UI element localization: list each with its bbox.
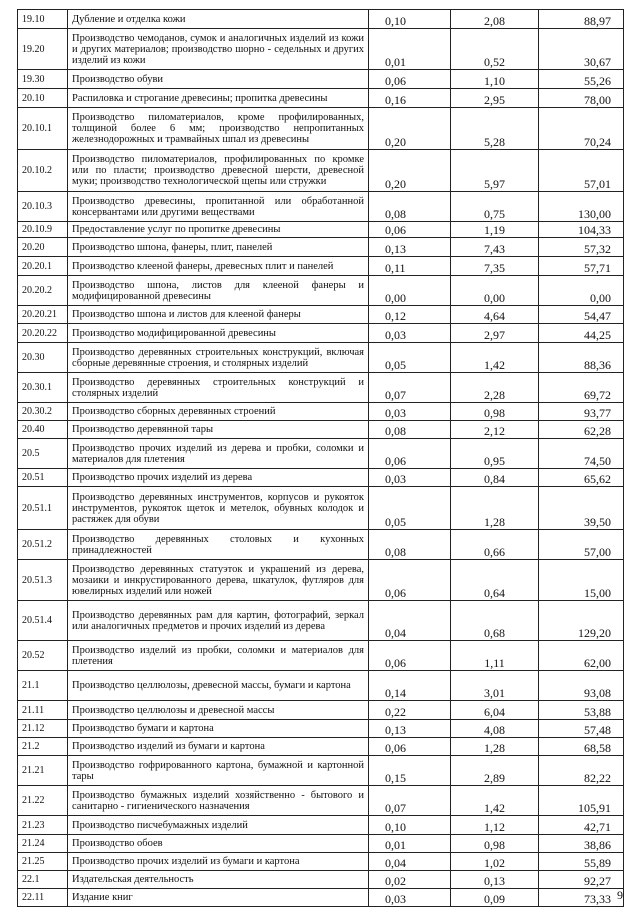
code-cell: 20.20 (18, 238, 68, 257)
value2-cell: 4,08 (451, 720, 539, 738)
name-cell: Производство изделий из бумаги и картона (68, 738, 369, 756)
value1-cell: 0,06 (369, 738, 451, 756)
value1-cell: 0,07 (369, 786, 451, 816)
code-cell: 21.1 (18, 671, 68, 701)
value3-cell: 55,26 (539, 70, 624, 89)
table-row (18, 373, 624, 403)
value1-cell: 0,10 (369, 10, 451, 29)
value3-cell: 53,88 (539, 701, 624, 720)
value2-cell: 1,28 (451, 738, 539, 756)
value1-cell: 0,15 (369, 756, 451, 786)
code-cell: 21.24 (18, 835, 68, 853)
value2-cell: 0,00 (451, 276, 539, 306)
table-row (18, 530, 624, 560)
name-cell: Производство древесины, пропитанной или обработанной консервантами или другими веществами (68, 192, 369, 222)
name-cell: Производство деревянных столовых и кухонных принадлежностей (68, 530, 369, 560)
code-cell: 20.10.1 (18, 108, 68, 150)
code-cell: 22.1 (18, 871, 68, 889)
code-cell: 20.30 (18, 343, 68, 373)
code-cell: 22.11 (18, 889, 68, 907)
value2-cell: 0,75 (451, 192, 539, 222)
table-row (18, 756, 624, 786)
table-row (18, 701, 624, 720)
value1-cell: 0,03 (369, 469, 451, 487)
value2-cell: 1,19 (451, 222, 539, 238)
value2-cell: 4,64 (451, 306, 539, 324)
code-cell: 20.20.21 (18, 306, 68, 324)
value3-cell: 38,86 (539, 835, 624, 853)
name-cell: Производство деревянных строительных конструкций, включая сборные деревянные строения, и столярных изделий (68, 343, 369, 373)
table-row (18, 306, 624, 324)
name-cell: Производство деревянных инструментов, корпусов и рукояток инструментов, рукояток щеток и метелок, обувных колодок и растяжек для обуви (68, 487, 369, 530)
value2-cell: 2,28 (451, 373, 539, 403)
name-cell: Производство деревянных строительных конструкций и столярных изделий (68, 373, 369, 403)
code-cell: 20.10.2 (18, 150, 68, 192)
value2-cell: 1,42 (451, 343, 539, 373)
value2-cell: 0,09 (451, 889, 539, 907)
code-cell: 20.30.2 (18, 403, 68, 421)
value3-cell: 57,32 (539, 238, 624, 257)
name-cell: Производство целлюлозы и древесной массы (68, 701, 369, 720)
value1-cell: 0,04 (369, 601, 451, 641)
table-row (18, 671, 624, 701)
value3-cell: 62,00 (539, 641, 624, 671)
value2-cell: 0,68 (451, 601, 539, 641)
value2-cell: 1,12 (451, 816, 539, 835)
value1-cell: 0,07 (369, 373, 451, 403)
name-cell: Производство сборных деревянных строений (68, 403, 369, 421)
table-row (18, 343, 624, 373)
table-body (18, 10, 624, 907)
table-row (18, 601, 624, 641)
table-row (18, 871, 624, 889)
code-cell: 20.20.22 (18, 324, 68, 343)
name-cell: Производство шпона, фанеры, плит, панелей (68, 238, 369, 257)
value1-cell: 0,06 (369, 70, 451, 89)
table-row (18, 421, 624, 439)
code-cell: 19.30 (18, 70, 68, 89)
value3-cell: 44,25 (539, 324, 624, 343)
code-cell: 20.10.3 (18, 192, 68, 222)
value1-cell: 0,05 (369, 487, 451, 530)
value3-cell: 68,58 (539, 738, 624, 756)
name-cell: Распиловка и строгание древесины; пропитка древесины (68, 89, 369, 108)
value1-cell: 0,11 (369, 257, 451, 276)
value3-cell: 88,97 (539, 10, 624, 29)
name-cell: Производство шпона и листов для клееной фанеры (68, 306, 369, 324)
table-row (18, 108, 624, 150)
value1-cell: 0,06 (369, 641, 451, 671)
table-row (18, 10, 624, 29)
table-row (18, 324, 624, 343)
value2-cell: 1,10 (451, 70, 539, 89)
value3-cell: 70,24 (539, 108, 624, 150)
value1-cell: 0,20 (369, 150, 451, 192)
value3-cell: 69,72 (539, 373, 624, 403)
name-cell: Производство бумажных изделий хозяйственно - бытового и санитарно - гигиенического назначения (68, 786, 369, 816)
table-row (18, 738, 624, 756)
code-cell: 20.40 (18, 421, 68, 439)
value1-cell: 0,13 (369, 238, 451, 257)
code-cell: 20.51.2 (18, 530, 68, 560)
table-row (18, 29, 624, 70)
table-row (18, 276, 624, 306)
name-cell: Производство изделий из пробки, соломки и материалов для плетения (68, 641, 369, 671)
value3-cell: 78,00 (539, 89, 624, 108)
value3-cell: 73,33 (539, 889, 624, 907)
value1-cell: 0,13 (369, 720, 451, 738)
value2-cell: 1,11 (451, 641, 539, 671)
value1-cell: 0,22 (369, 701, 451, 720)
value3-cell: 92,27 (539, 871, 624, 889)
value1-cell: 0,05 (369, 343, 451, 373)
value3-cell: 42,71 (539, 816, 624, 835)
code-cell: 20.30.1 (18, 373, 68, 403)
value3-cell: 30,67 (539, 29, 624, 70)
value3-cell: 82,22 (539, 756, 624, 786)
value3-cell: 0,00 (539, 276, 624, 306)
value2-cell: 2,08 (451, 10, 539, 29)
value3-cell: 88,36 (539, 343, 624, 373)
name-cell: Производство обуви (68, 70, 369, 89)
data-table (17, 9, 624, 907)
code-cell: 21.21 (18, 756, 68, 786)
code-cell: 19.20 (18, 29, 68, 70)
name-cell: Производство прочих изделий из дерева и пробки, соломки и материалов для плетения (68, 439, 369, 469)
value1-cell: 0,03 (369, 889, 451, 907)
value3-cell: 93,08 (539, 671, 624, 701)
value2-cell: 0,98 (451, 835, 539, 853)
name-cell: Производство чемоданов, сумок и аналогичных изделий из кожи и других материалов; производство шорно - седельных и других изделий из кожи (68, 29, 369, 70)
value3-cell: 65,62 (539, 469, 624, 487)
value2-cell: 0,95 (451, 439, 539, 469)
table-row (18, 720, 624, 738)
page-number: 9 (617, 888, 623, 902)
name-cell: Производство гофрированного картона, бумажной и картонной тары (68, 756, 369, 786)
code-cell: 21.12 (18, 720, 68, 738)
table-row (18, 439, 624, 469)
name-cell: Производство клееной фанеры, древесных плит и панелей (68, 257, 369, 276)
name-cell: Издательская деятельность (68, 871, 369, 889)
code-cell: 21.22 (18, 786, 68, 816)
value2-cell: 0,84 (451, 469, 539, 487)
value3-cell: 55,89 (539, 853, 624, 871)
table-row (18, 238, 624, 257)
value3-cell: 74,50 (539, 439, 624, 469)
name-cell: Производство деревянной тары (68, 421, 369, 439)
value1-cell: 0,01 (369, 835, 451, 853)
code-cell: 20.51.3 (18, 560, 68, 601)
code-cell: 21.11 (18, 701, 68, 720)
value2-cell: 1,28 (451, 487, 539, 530)
table-row (18, 469, 624, 487)
name-cell: Издание книг (68, 889, 369, 907)
value2-cell: 3,01 (451, 671, 539, 701)
value2-cell: 1,02 (451, 853, 539, 871)
name-cell: Производство целлюлозы, древесной массы, бумаги и картона (68, 671, 369, 701)
value3-cell: 57,01 (539, 150, 624, 192)
code-cell: 20.10.9 (18, 222, 68, 238)
name-cell: Производство обоев (68, 835, 369, 853)
table-row (18, 786, 624, 816)
value2-cell: 6,04 (451, 701, 539, 720)
table-row (18, 853, 624, 871)
value2-cell: 0,64 (451, 560, 539, 601)
code-cell: 20.51.1 (18, 487, 68, 530)
value2-cell: 0,13 (451, 871, 539, 889)
table-row (18, 192, 624, 222)
value3-cell: 57,71 (539, 257, 624, 276)
name-cell: Производство бумаги и картона (68, 720, 369, 738)
value1-cell: 0,16 (369, 89, 451, 108)
value1-cell: 0,10 (369, 816, 451, 835)
table-row (18, 89, 624, 108)
table-row (18, 641, 624, 671)
value1-cell: 0,06 (369, 439, 451, 469)
value1-cell: 0,08 (369, 421, 451, 439)
value1-cell: 0,06 (369, 222, 451, 238)
value3-cell: 105,91 (539, 786, 624, 816)
value1-cell: 0,08 (369, 192, 451, 222)
code-cell: 20.20.1 (18, 257, 68, 276)
value2-cell: 0,66 (451, 530, 539, 560)
name-cell: Производство деревянных рам для картин, фотографий, зеркал или аналогичных предметов и прочих изделий из дерева (68, 601, 369, 641)
value2-cell: 7,35 (451, 257, 539, 276)
table-row (18, 257, 624, 276)
name-cell: Дубление и отделка кожи (68, 10, 369, 29)
value2-cell: 0,52 (451, 29, 539, 70)
table-row (18, 816, 624, 835)
code-cell: 19.10 (18, 10, 68, 29)
code-cell: 20.10 (18, 89, 68, 108)
value1-cell: 0,20 (369, 108, 451, 150)
value1-cell: 0,02 (369, 871, 451, 889)
code-cell: 21.25 (18, 853, 68, 871)
value2-cell: 1,42 (451, 786, 539, 816)
value1-cell: 0,03 (369, 403, 451, 421)
value1-cell: 0,08 (369, 530, 451, 560)
value3-cell: 57,48 (539, 720, 624, 738)
value1-cell: 0,12 (369, 306, 451, 324)
name-cell: Производство пиломатериалов, профилированных по кромке или по пласти; производство древесной шерсти, древесной муки; производство технологической щепы или стружки (68, 150, 369, 192)
code-cell: 20.51.4 (18, 601, 68, 641)
name-cell: Производство прочих изделий из бумаги и картона (68, 853, 369, 871)
value2-cell: 2,89 (451, 756, 539, 786)
table-row (18, 403, 624, 421)
value2-cell: 7,43 (451, 238, 539, 257)
value3-cell: 104,33 (539, 222, 624, 238)
name-cell: Производство пиломатериалов, кроме профилированных, толщиной более 6 мм; производство непропитанных железнодорожных и трамвайных шпал из древесины (68, 108, 369, 150)
value2-cell: 5,28 (451, 108, 539, 150)
value3-cell: 57,00 (539, 530, 624, 560)
table-row (18, 560, 624, 601)
value2-cell: 0,98 (451, 403, 539, 421)
code-cell: 21.2 (18, 738, 68, 756)
code-cell: 20.52 (18, 641, 68, 671)
table-row (18, 835, 624, 853)
value3-cell: 62,28 (539, 421, 624, 439)
code-cell: 21.23 (18, 816, 68, 835)
value2-cell: 5,97 (451, 150, 539, 192)
value2-cell: 2,95 (451, 89, 539, 108)
table-row (18, 222, 624, 238)
name-cell: Производство модифицированной древесины (68, 324, 369, 343)
value2-cell: 2,12 (451, 421, 539, 439)
code-cell: 20.5 (18, 439, 68, 469)
value1-cell: 0,03 (369, 324, 451, 343)
value1-cell: 0,01 (369, 29, 451, 70)
name-cell: Производство писчебумажных изделий (68, 816, 369, 835)
value3-cell: 129,20 (539, 601, 624, 641)
name-cell: Производство деревянных статуэток и украшений из дерева, мозаики и инкрустированного дерева, шкатулок, футляров для ювелирных изделий или ножей (68, 560, 369, 601)
value1-cell: 0,00 (369, 276, 451, 306)
value3-cell: 93,77 (539, 403, 624, 421)
value1-cell: 0,14 (369, 671, 451, 701)
table-row (18, 70, 624, 89)
code-cell: 20.51 (18, 469, 68, 487)
code-cell: 20.20.2 (18, 276, 68, 306)
value3-cell: 39,50 (539, 487, 624, 530)
value1-cell: 0,04 (369, 853, 451, 871)
table-row (18, 487, 624, 530)
name-cell: Предоставление услуг по пропитке древесины (68, 222, 369, 238)
value2-cell: 2,97 (451, 324, 539, 343)
name-cell: Производство прочих изделий из дерева (68, 469, 369, 487)
value1-cell: 0,06 (369, 560, 451, 601)
value3-cell: 130,00 (539, 192, 624, 222)
value3-cell: 15,00 (539, 560, 624, 601)
table-row (18, 150, 624, 192)
name-cell: Производство шпона, листов для клееной фанеры и модифицированной древесины (68, 276, 369, 306)
value3-cell: 54,47 (539, 306, 624, 324)
